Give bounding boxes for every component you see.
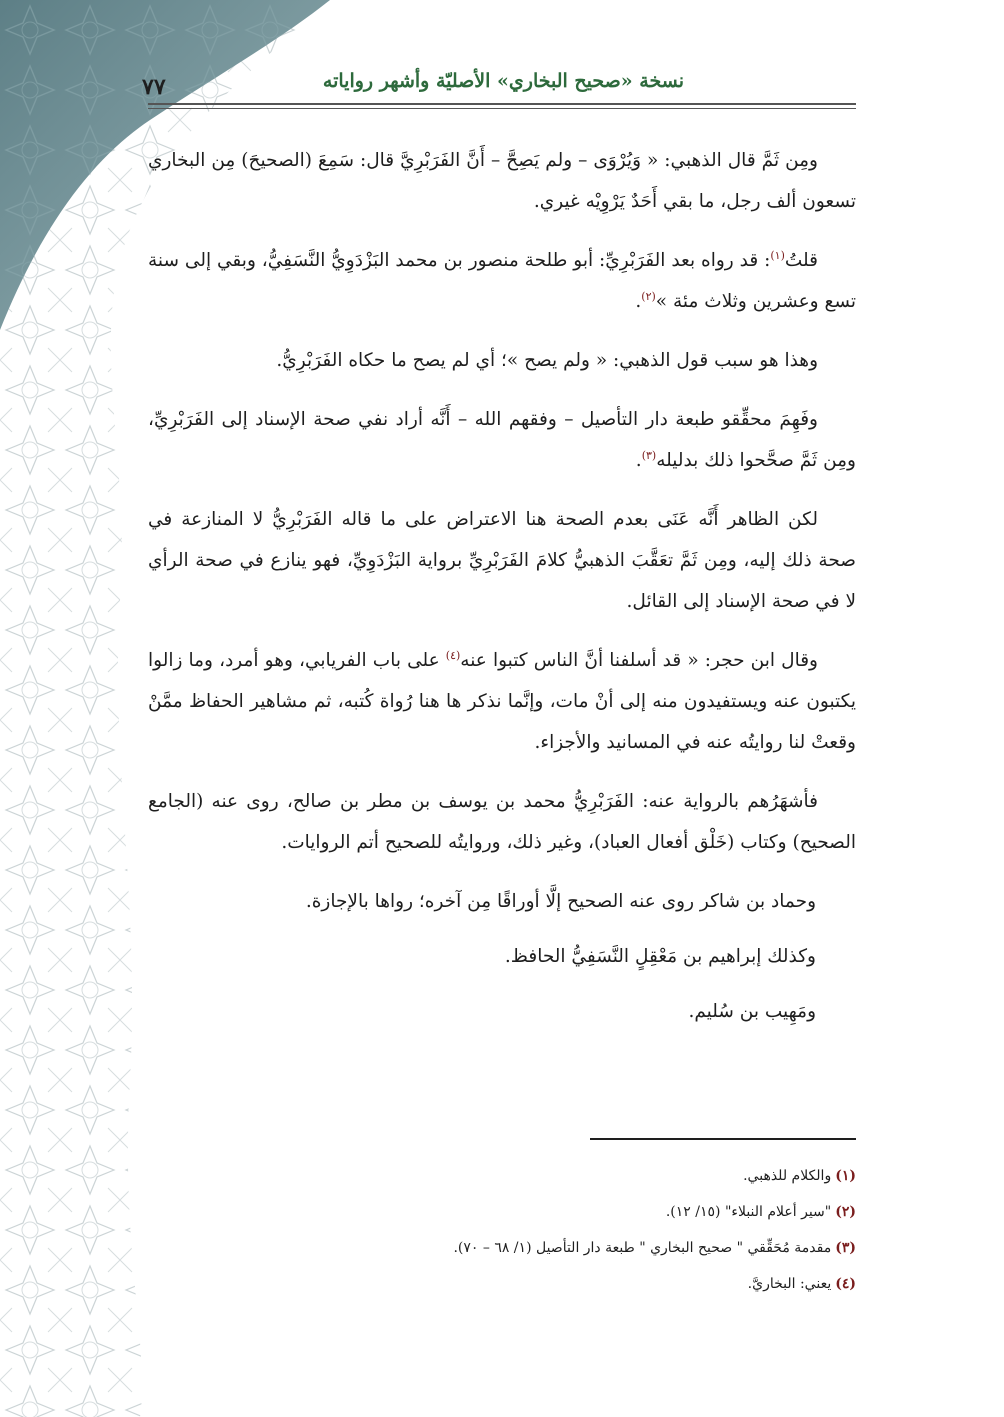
footnote-1 xyxy=(148,1158,856,1194)
footnote-separator xyxy=(590,1138,856,1140)
footnote-text: يعني: البخاريَّ. xyxy=(747,1276,832,1292)
footnote-ref-4[interactable]: (٤) xyxy=(445,648,461,662)
page-number: ٧٧ xyxy=(142,74,166,100)
header-rule-thin xyxy=(148,108,856,109)
footnote-text: والكلام للذهبي. xyxy=(743,1168,832,1184)
paragraph-2: قلتُ$^{(١)}$: قد رواه بعد الفَرَبْرِيِّ: أبو طلحة منصور بن محمد البَزْدَوِيُّ النَّسَفِيُّ، وبقي إلى سنة تسع وعشرين وثلاث مئة »$^{(٢)}$. xyxy=(148,248,856,312)
footnote-ref-1[interactable]: (١) xyxy=(770,248,785,262)
paragraph-2-text: قد رواه بعد الفَرَبْرِيِّ: أبو طلحة منصور بن محمد البَزْدَوِيُّ النَّسَفِيُّ، وبقي إلى سنة تسع وعشرين وثلاث مئة » xyxy=(148,250,856,312)
paragraph-6-text: على باب الفريابي، وهو أمرد، وما زالوا يكتبون عنه ويستفيدون منه إلى أنْ مات، وإنَّما نذكر ها هنا رُواة كُتبه، ثم مشاهير الحفاظ ممَّنْ وقعتْ لنا روايتُه عنه في المسانيد والأجزاء. xyxy=(148,650,856,753)
header-rule-thick xyxy=(148,103,856,105)
paragraph-2-end: . xyxy=(635,291,642,312)
footnotes xyxy=(148,1158,856,1302)
paragraph-10: ومَهِيب بن سُليم. xyxy=(688,1001,816,1022)
paragraph-3: وهذا هو سبب قول الذهبي: « ولم يصح »؛ أي لم يصح ما حكاه الفَرَبْرِيُّ. xyxy=(276,350,818,371)
footnote-text: مقدمة مُحَقِّقي " صحيح البخاري " طبعة دار التأصيل (١/ ٦٨ – ٧٠). xyxy=(453,1240,832,1256)
footnote-2 xyxy=(148,1194,856,1230)
footnote-number: (٢) xyxy=(835,1204,856,1220)
footnote-number: (٣) xyxy=(835,1240,856,1256)
paragraph-1: ومِن ثَمَّ قال الذهبي: « وَيُرْوَى – ولم يَصِحَّ – أَنَّ الفَرَبْرِيَّ قال: سَمِعَ (الصحيحَ) مِن البخاري تسعون ألف رجل، ما بقي أَحَدٌ يَرْوِيْه غيري. xyxy=(148,150,856,212)
footnote-number: (٤) xyxy=(835,1276,856,1292)
paragraph-7: فأشهَرُهم بالرواية عنه: الفَرَبْرِيُّ محمد بن يوسف بن مطر بن صالح، روى عنه (الجامع الصحيح) وكتاب (خَلْق أفعال العباد)، وغير ذلك، وروايتُه للصحيح أتم الروايات. xyxy=(148,791,856,853)
paragraph-5: لكن الظاهر أَنَّه عَنَى بعدم الصحة هنا الاعتراض على ما قاله الفَرَبْرِيُّ لا المنازعة في صحة ذلك إليه، ومِن ثَمَّ تعَقَّبَ الذهبيُّ كلامَ الفَرَبْرِيِّ برواية البَزْدَوِيِّ، فهو ينازع في صحة الرأي لا في صحة الإسناد إلى القائل. xyxy=(148,509,856,612)
footnote-ref-2[interactable]: (٢) xyxy=(641,289,656,303)
paragraph-4 xyxy=(148,399,856,481)
footnote-number: (١) xyxy=(835,1168,856,1184)
footnote-text: "سير أعلام النبلاء" (١٥/ ١٢). xyxy=(665,1204,832,1220)
main-text xyxy=(148,140,856,1046)
paragraph-4-text: وفَهِمَ محقِّقو طبعة دار التأصيل – وفقهم الله – أَنَّه أراد نفي صحة الإسناد إلى الفَرَبْرِيِّ، ومِن ثَمَّ صحَّحوا ذلك بدليله xyxy=(148,409,856,471)
running-header-title: نسخة «صحيح البخاري» الأصليّة وأشهر رواياته xyxy=(322,70,684,92)
footnote-3 xyxy=(148,1230,856,1266)
paragraph-6 xyxy=(148,640,856,763)
paragraph-4-end: . xyxy=(635,450,642,471)
footnote-4 xyxy=(148,1266,856,1302)
paragraph-9: وكذلك إبراهيم بن مَعْقِلٍ النَّسَفِيُّ الحافظ. xyxy=(504,946,816,967)
qultu-lead: قلتُ xyxy=(784,250,818,271)
paragraph-8: وحماد بن شاكر روى عنه الصحيح إلَّا أوراقًا مِن آخره؛ رواها بالإجازة. xyxy=(305,891,816,912)
footnote-ref-3[interactable]: (٣) xyxy=(641,448,657,462)
paragraph-6-lead: وقال ابن حجر: « قد أسلفنا أنَّ الناس كتبوا عنه xyxy=(460,650,818,671)
